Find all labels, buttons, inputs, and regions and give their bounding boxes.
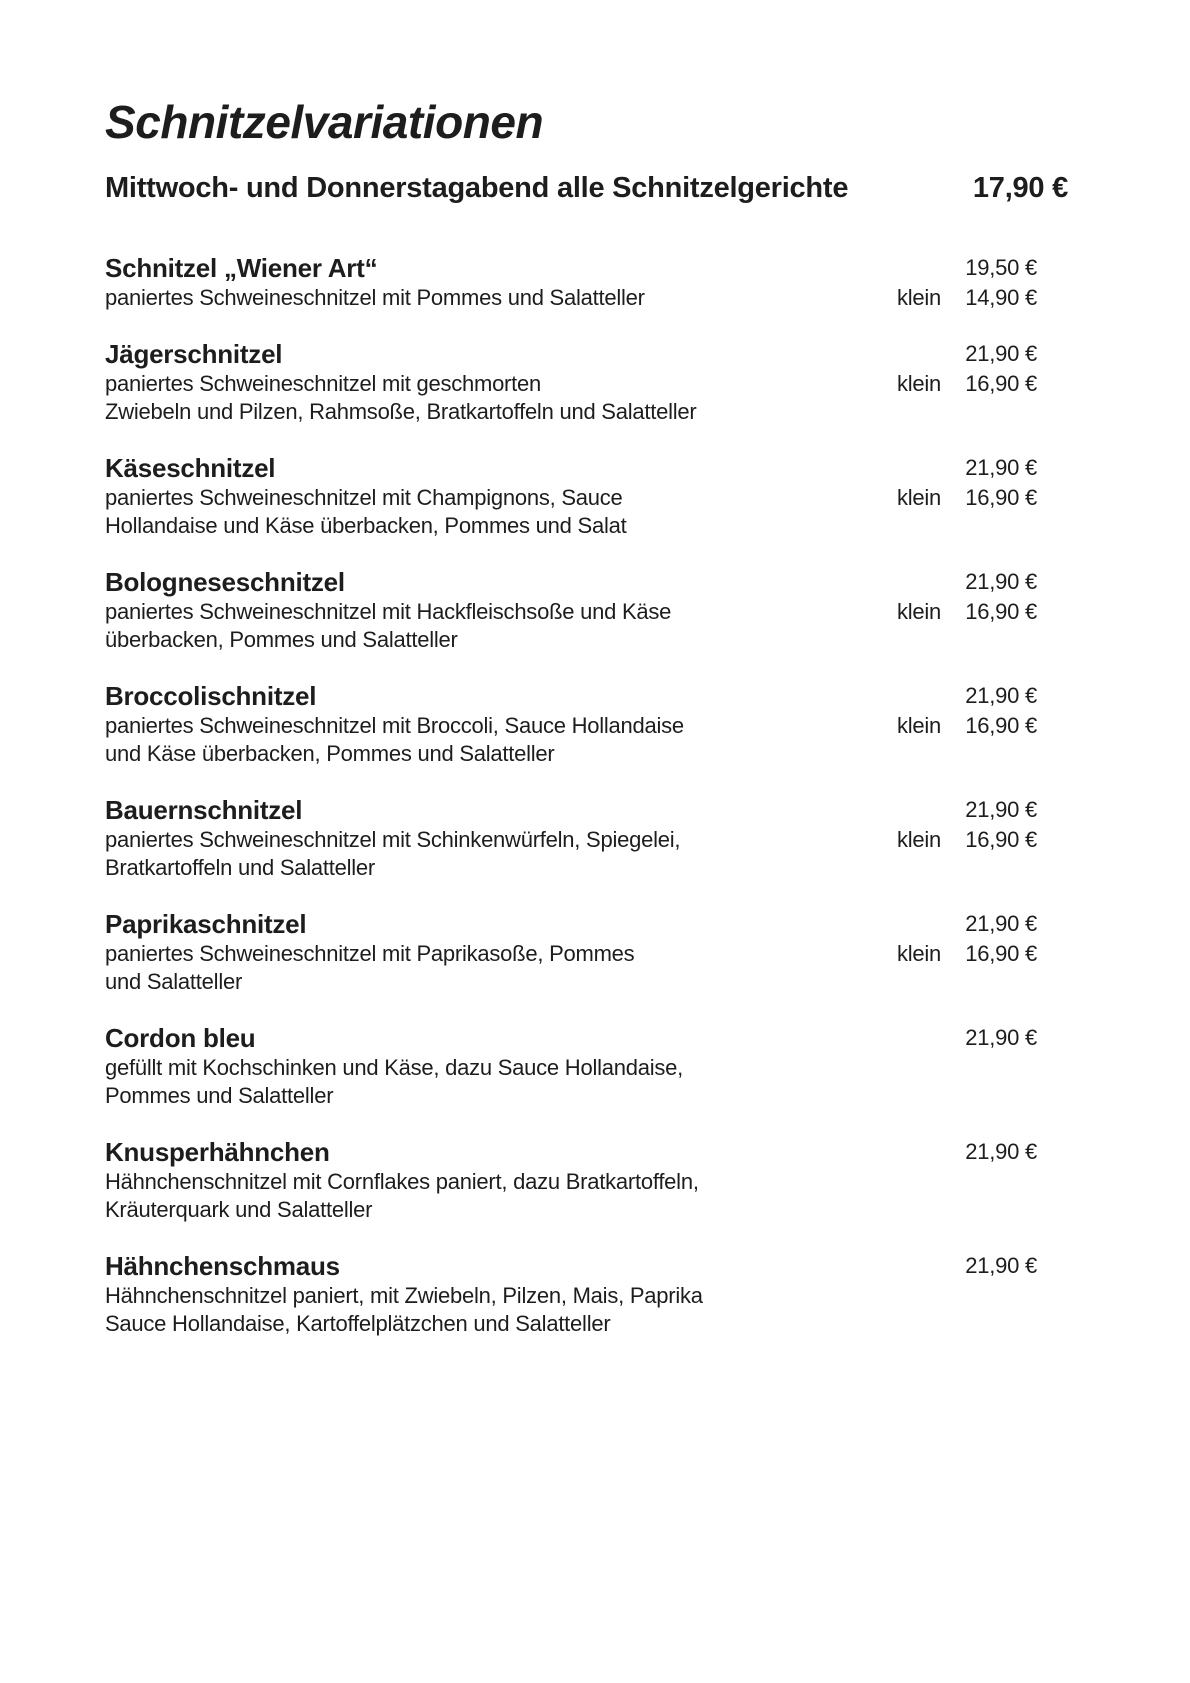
item-name: Cordon bleu <box>105 1022 256 1053</box>
item-name: Käseschnitzel <box>105 452 276 483</box>
small-portion-label: klein <box>896 826 941 852</box>
special-offer-row <box>105 171 1068 206</box>
item-price: 19,50 € <box>965 254 1037 280</box>
small-portion-label: klein <box>896 284 941 310</box>
menu-item <box>105 252 1068 312</box>
item-price: 21,90 € <box>965 568 1037 594</box>
menu-item <box>105 680 1068 768</box>
item-small-price: 16,90 € <box>965 712 1037 738</box>
item-description-line: paniertes Schweineschnitzel mit Pommes und Salatteller <box>105 284 645 310</box>
small-portion-label: klein <box>896 712 941 738</box>
item-small-price: 16,90 € <box>965 940 1037 966</box>
menu-item <box>105 1250 1068 1338</box>
small-portion-label: klein <box>896 940 941 966</box>
menu-item <box>105 1022 1068 1110</box>
special-offer-text: Mittwoch- und Donnerstagabend alle Schnitzelgerichte <box>105 171 849 204</box>
item-price: 21,90 € <box>965 910 1037 936</box>
item-name: Bauernschnitzel <box>105 794 303 825</box>
item-description-line: paniertes Schweineschnitzel mit Paprikasoße, Pommes <box>105 940 635 966</box>
item-description-line: Hähnchenschnitzel paniert, mit Zwiebeln, Pilzen, Mais, Paprika <box>105 1282 703 1308</box>
item-description-line: Hähnchenschnitzel mit Cornflakes paniert, dazu Bratkartoffeln, <box>105 1168 699 1194</box>
item-small-price: 16,90 € <box>965 484 1037 510</box>
item-small-price: 16,90 € <box>965 370 1037 396</box>
menu-item <box>105 908 1068 996</box>
item-name: Knusperhähnchen <box>105 1136 330 1167</box>
item-description-line: Sauce Hollandaise, Kartoffelplätzchen und Salatteller <box>105 1310 611 1336</box>
menu-item <box>105 566 1068 654</box>
small-portion-label: klein <box>896 598 941 624</box>
small-portion-label: klein <box>896 484 941 510</box>
item-description-line: gefüllt mit Kochschinken und Käse, dazu Sauce Hollandaise, <box>105 1054 683 1080</box>
item-description-line: paniertes Schweineschnitzel mit Broccoli, Sauce Hollandaise <box>105 712 684 738</box>
item-name: Broccolischnitzel <box>105 680 317 711</box>
item-description-line: und Salatteller <box>105 968 243 994</box>
menu-item <box>105 452 1068 540</box>
menu-item <box>105 338 1068 426</box>
item-price: 21,90 € <box>965 1252 1037 1278</box>
item-description-line: Hollandaise und Käse überbacken, Pommes und Salat <box>105 512 627 538</box>
item-small-price: 16,90 € <box>965 826 1037 852</box>
small-portion-label: klein <box>896 370 941 396</box>
item-small-price: 16,90 € <box>965 598 1037 624</box>
menu-item <box>105 1136 1068 1224</box>
item-description-line: paniertes Schweineschnitzel mit Hackfleischsoße und Käse <box>105 598 672 624</box>
item-price: 21,90 € <box>965 1024 1037 1050</box>
item-name: Jägerschnitzel <box>105 338 283 369</box>
item-description-line: paniertes Schweineschnitzel mit Champignons, Sauce <box>105 484 623 510</box>
item-name: Paprikaschnitzel <box>105 908 307 939</box>
item-small-price: 14,90 € <box>965 284 1037 310</box>
menu-item <box>105 794 1068 882</box>
menu-items-list <box>105 252 1068 1338</box>
item-price: 21,90 € <box>965 340 1037 366</box>
special-offer-price: 17,90 € <box>972 171 1068 204</box>
item-description-line: Pommes und Salatteller <box>105 1082 334 1108</box>
item-price: 21,90 € <box>965 796 1037 822</box>
item-description-line: und Käse überbacken, Pommes und Salatteller <box>105 740 555 766</box>
item-price: 21,90 € <box>965 454 1037 480</box>
item-name: Schnitzel „Wiener Art“ <box>105 252 378 283</box>
item-name: Bologneseschnitzel <box>105 566 345 597</box>
item-name: Hähnchenschmaus <box>105 1250 340 1281</box>
page-title: Schnitzelvariationen <box>105 96 544 148</box>
item-description-line: Bratkartoffeln und Salatteller <box>105 854 376 880</box>
item-description-line: Zwiebeln und Pilzen, Rahmsoße, Bratkartoffeln und Salatteller <box>105 398 697 424</box>
item-price: 21,90 € <box>965 682 1037 708</box>
item-description-line: paniertes Schweineschnitzel mit geschmorten <box>105 370 542 396</box>
item-description-line: Kräuterquark und Salatteller <box>105 1196 373 1222</box>
item-price: 21,90 € <box>965 1138 1037 1164</box>
item-description-line: überbacken, Pommes und Salatteller <box>105 626 458 652</box>
item-description-line: paniertes Schweineschnitzel mit Schinkenwürfeln, Spiegelei, <box>105 826 681 852</box>
